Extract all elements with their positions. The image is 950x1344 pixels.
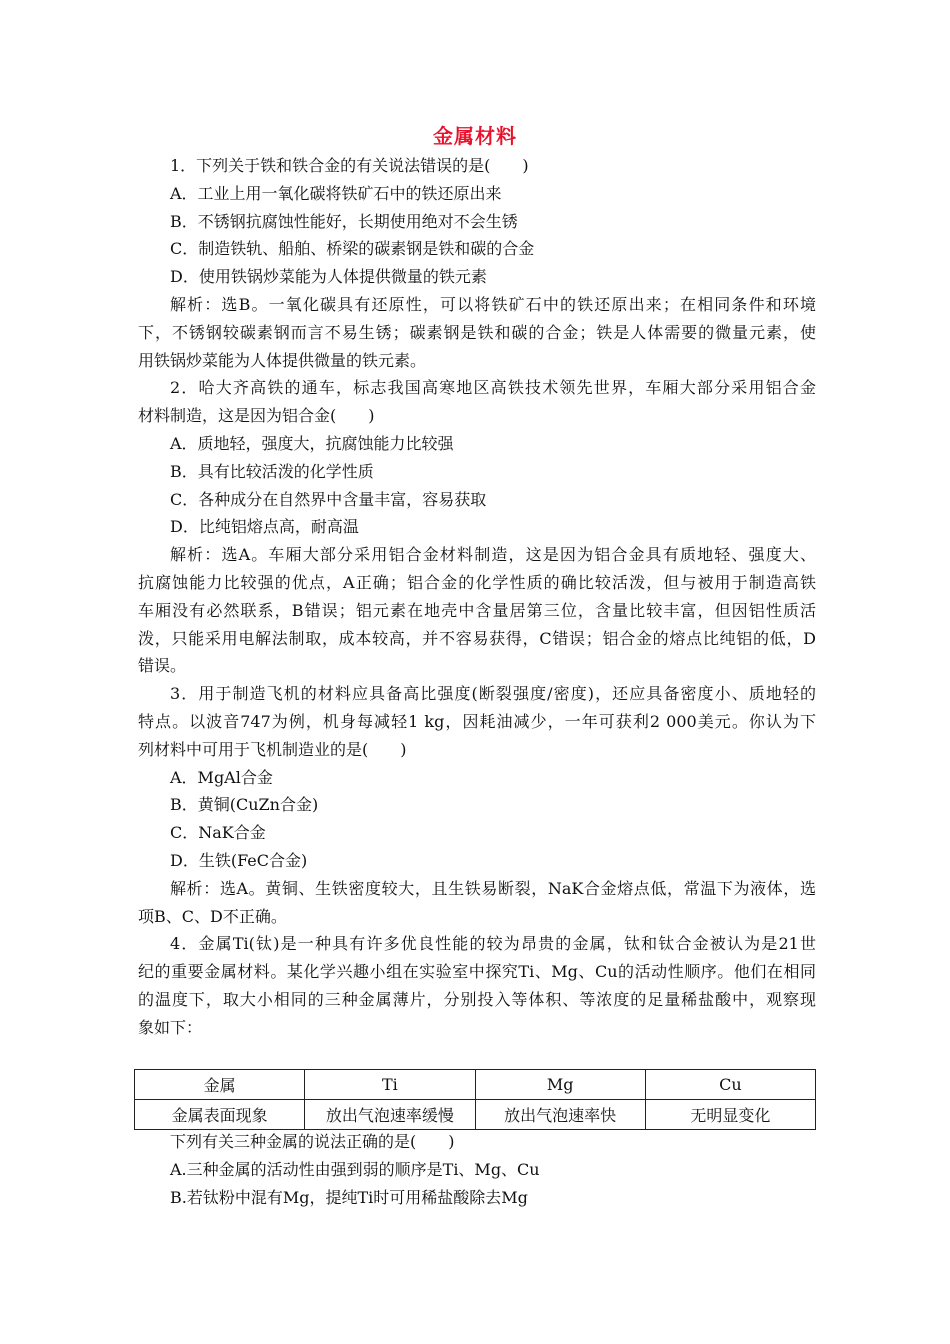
q4-option-b: B.若钛粉中混有Mg，提纯Ti时可用稀盐酸除去Mg	[170, 1187, 528, 1207]
table-cell: Mg	[475, 1070, 645, 1100]
page-title: 金属材料	[433, 124, 517, 148]
q4-question-block	[138, 1128, 816, 1211]
q3-analysis-line: 解析：选A。黄铜、生铁密度较大，且生铁易断裂，NaK合金熔点低，常温下为液体，选	[170, 878, 816, 898]
table-cell: Cu	[645, 1070, 815, 1100]
q1-analysis-line: 用铁锅炒菜能为人体提供微量的铁元素。	[138, 350, 427, 370]
q1-option-d: D．使用铁锅炒菜能为人体提供微量的铁元素	[170, 267, 487, 287]
q1-stem: 1．下列关于铁和铁合金的有关说法错误的是( )	[170, 156, 529, 175]
q2-analysis-line: 车厢没有必然联系，B错误；铝元素在地壳中含量居第三位，含量比较丰富，但因铝性质活	[138, 600, 816, 620]
q4-question: 下列有关三种金属的说法正确的是( )	[170, 1132, 455, 1151]
question-content	[138, 152, 816, 1042]
table-cell: 金属	[135, 1070, 305, 1100]
table-cell: 放出气泡速率缓慢	[305, 1100, 475, 1130]
q2-option-a: A．质地轻，强度大，抗腐蚀能力比较强	[170, 433, 454, 453]
q3-stem-line: 列材料中可用于飞机制造业的是( )	[138, 739, 407, 759]
q1-option-c: C．制造铁轨、船舶、桥梁的碳素钢是铁和碳的合金	[170, 239, 535, 259]
q3-analysis-line: 项B、C、D不正确。	[138, 906, 287, 926]
q1-analysis-line: 解析：选B。一氧化碳具有还原性，可以将铁矿石中的铁还原出来；在相同条件和环境	[170, 294, 816, 314]
q2-analysis-line: 错误。	[138, 656, 187, 676]
table-row	[135, 1100, 816, 1130]
table-cell: 无明显变化	[645, 1100, 815, 1130]
q3-option-c: C．NaK合金	[170, 823, 266, 843]
q2-stem-line: 材料制造，这是因为铝合金( )	[138, 406, 375, 426]
table-cell: 金属表面现象	[135, 1100, 305, 1130]
q2-analysis-line: 抗腐蚀能力比较强的优点，A正确；铝合金的化学性质的确比较活泼，但与被用于制造高铁	[138, 572, 816, 592]
q3-stem-line: 特点。以波音747为例，机身每减轻1 kg，因耗油减少，一年可获利2 000美元。你认为下	[138, 711, 816, 731]
q4-stem-line: 纪的重要金属材料。某化学兴趣小组在实验室中探究Ti、Mg、Cu的活动性顺序。他们在相同	[138, 962, 816, 982]
q2-option-b: B．具有比较活泼的化学性质	[170, 461, 374, 481]
q2-stem-line: 2．哈大齐高铁的通车，标志我国高寒地区高铁技术领先世界，车厢大部分采用铝合金	[170, 378, 816, 398]
q3-option-d: D．生铁(FeC合金)	[170, 850, 308, 870]
table-cell: Ti	[305, 1070, 475, 1100]
q1-option-a: A．工业上用一氧化碳将铁矿石中的铁还原出来	[170, 183, 502, 203]
q3-option-a: A．MgAl合金	[170, 767, 273, 787]
q2-analysis-line: 泼，只能采用电解法制取，成本较高，并不容易获得，C错误；铝合金的熔点比纯铝的低，D	[138, 628, 816, 648]
q2-option-d: D．比纯铝熔点高，耐高温	[170, 517, 359, 537]
q3-stem-line: 3．用于制造飞机的材料应具备高比强度(断裂强度/密度)，还应具备密度小、质地轻的	[170, 684, 816, 704]
q1-option-b: B．不锈钢抗腐蚀性能好，长期使用绝对不会生锈	[170, 211, 518, 231]
q2-analysis-line: 解析：选A。车厢大部分采用铝合金材料制造，这是因为铝合金具有质地轻、强度大、	[170, 545, 816, 565]
q1-analysis-line: 下，不锈钢较碳素钢而言不易生锈；碳素钢是铁和碳的合金；铁是人体需要的微量元素，使	[138, 322, 816, 342]
metal-reaction-table	[134, 1069, 816, 1130]
q4-option-a: A.三种金属的活动性由强到弱的顺序是Ti、Mg、Cu	[170, 1159, 540, 1179]
table-cell: 放出气泡速率快	[475, 1100, 645, 1130]
q4-stem-line: 的温度下，取大小相同的三种金属薄片，分别投入等体积、等浓度的足量稀盐酸中，观察现	[138, 989, 816, 1009]
q3-option-b: B．黄铜(CuZn合金)	[170, 795, 319, 815]
q4-stem-line: 4．金属Ti(钛)是一种具有许多优良性能的较为昂贵的金属，钛和钛合金被认为是21世	[170, 934, 816, 954]
q2-option-c: C．各种成分在自然界中含量丰富，容易获取	[170, 489, 487, 509]
table-header-row	[135, 1070, 816, 1100]
q4-stem-line: 象如下：	[138, 1017, 203, 1037]
